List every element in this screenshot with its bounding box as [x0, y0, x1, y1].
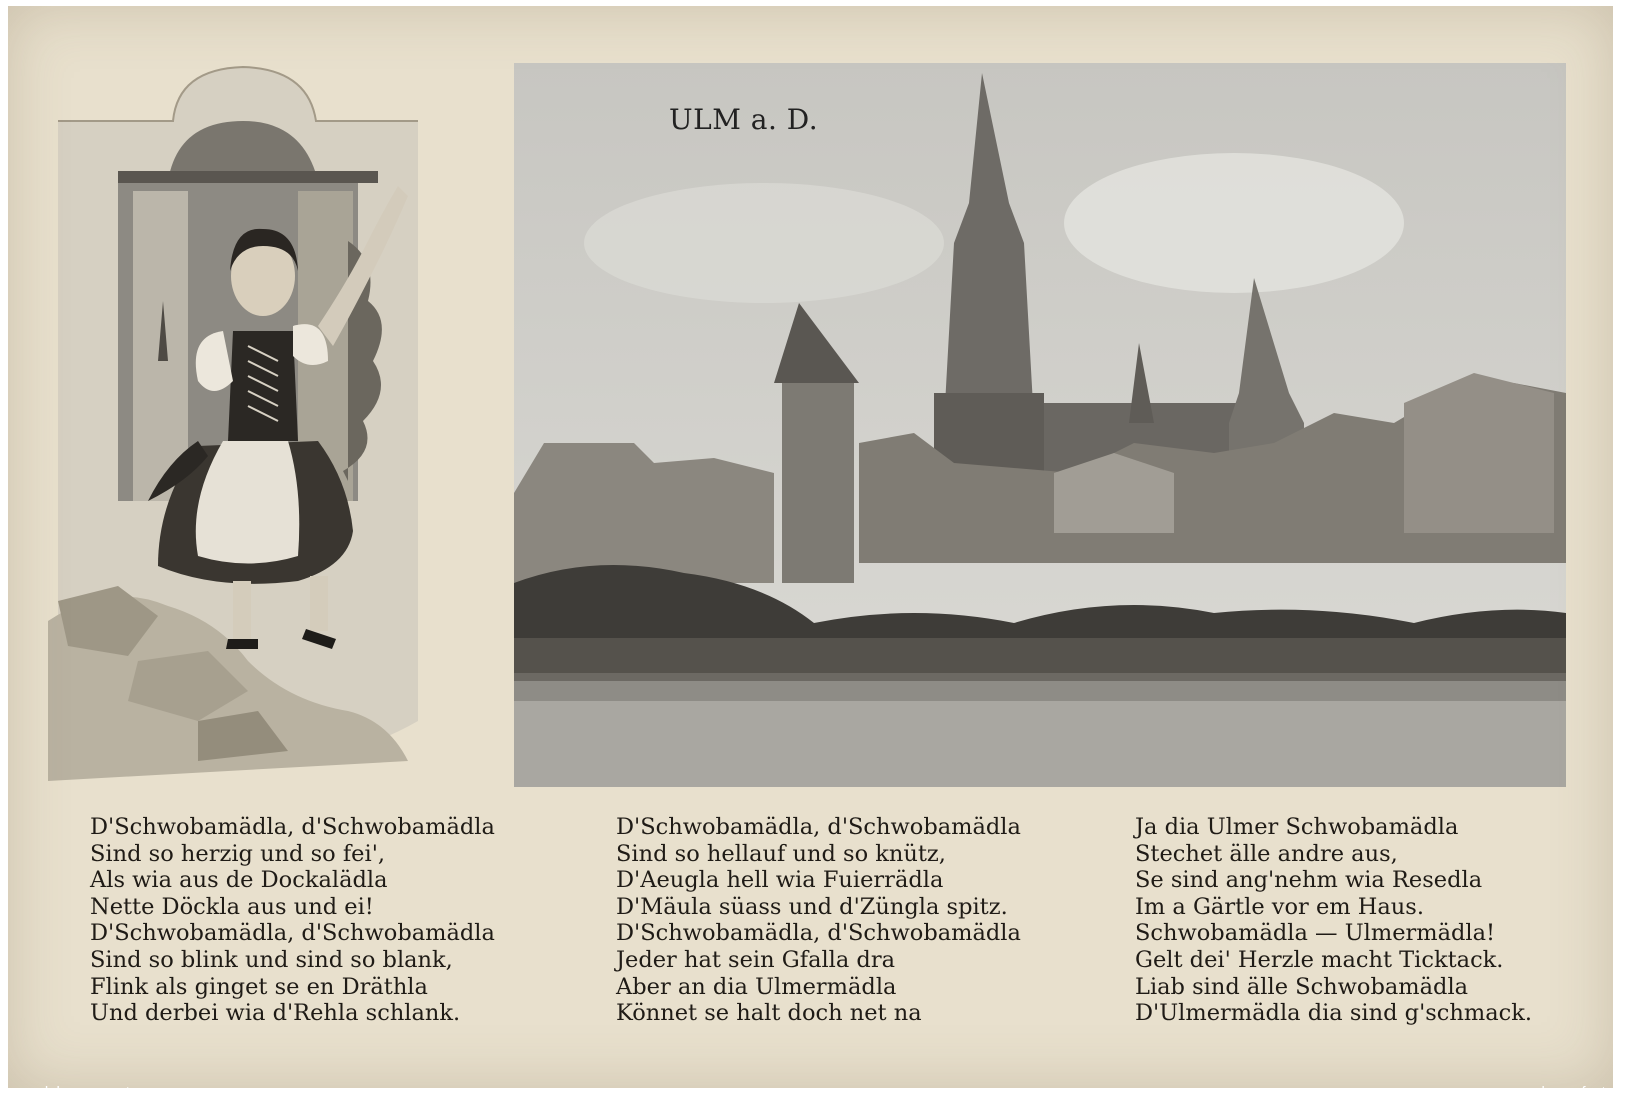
- verse-line: D'Schwobamädla, d'Schwobamädla: [616, 920, 1021, 947]
- verse-line: Stechet älle andre aus,: [1135, 840, 1398, 867]
- verse-line: Und derbei wia d'Rehla schlank.: [90, 1000, 461, 1027]
- verse-line: Flink als ginget se en Dräthla: [90, 973, 428, 1000]
- verse-line: Ja dia Ulmer Schwobamädla: [1135, 814, 1459, 840]
- verse-line: Nette Döckla aus und ei!: [90, 893, 374, 920]
- verse-line: Schwobamädla — Ulmermädla!: [1135, 920, 1496, 947]
- verse-line: Aber an dia Ulmermädla: [616, 973, 897, 1000]
- verse-line: Sind so hellauf und so knütz,: [616, 840, 946, 867]
- watermark-left: www.delcampe.net: [4, 1084, 130, 1101]
- verse-line: Im a Gärtle vor em Haus.: [1135, 893, 1424, 920]
- watermark-right: kennyfester: [1541, 1084, 1619, 1101]
- verse-line: Se sind ang'nehm wia Resedla: [1135, 867, 1483, 894]
- verse-line: Sind so herzig und so fei',: [90, 840, 386, 867]
- photo-caption: ULM a. D.: [669, 103, 819, 136]
- verse-column-1: [90, 814, 495, 1027]
- verse-line: Sind so blink und sind so blank,: [90, 946, 453, 973]
- verse-column-3: [1135, 814, 1532, 1027]
- verse-line: D'Ulmermädla dia sind g'schmack.: [1135, 1000, 1533, 1027]
- verse-line: Jeder hat sein Gfalla dra: [616, 946, 896, 973]
- postcard: [8, 6, 1613, 1088]
- verse-line: Als wia aus de Dockalädla: [90, 867, 388, 894]
- ulm-photograph: [514, 63, 1566, 787]
- verse-line: Gelt dei' Herzle macht Ticktack.: [1135, 946, 1504, 973]
- verse-line: D'Schwobamädla, d'Schwobamädla: [90, 920, 495, 947]
- verse-line: D'Schwobamädla, d'Schwobamädla: [616, 814, 1021, 840]
- verse-line: D'Mäula süass und d'Züngla spitz.: [616, 893, 1008, 920]
- verse-line: Liab sind älle Schwobamädla: [1135, 973, 1469, 1000]
- verse-line: Könnet se halt doch net na: [616, 1000, 922, 1027]
- verse-line: D'Aeugla hell wia Fuierrädla: [616, 867, 944, 894]
- girl-illustration: [48, 61, 428, 781]
- verse-line: D'Schwobamädla, d'Schwobamädla: [90, 814, 495, 840]
- verse-column-2: [616, 814, 1021, 1027]
